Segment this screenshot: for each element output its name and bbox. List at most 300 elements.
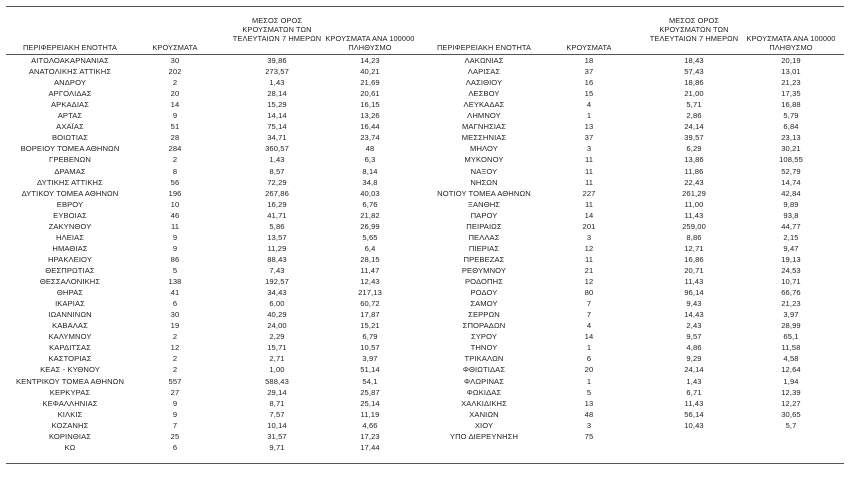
cell-cases-per-100k: 54,1 — [362, 376, 378, 386]
cell-seven-day-average: 261,29 — [682, 188, 706, 198]
cell-cases: 21 — [584, 266, 594, 275]
cell-region-name: ΘΕΣΠΡΩΤΙΑΣ — [45, 266, 95, 275]
table-row — [0, 177, 850, 188]
cell-cases: 14 — [170, 100, 180, 110]
cell-seven-day-average: 24,00 — [267, 321, 287, 331]
table-row — [0, 132, 850, 143]
cell-cases: 13 — [584, 398, 594, 408]
cell-cases: 30 — [170, 56, 180, 65]
cell-region-name: ΚΑΣΤΟΡΙΑΣ — [48, 354, 92, 364]
cell-cases: 3 — [586, 420, 592, 430]
cell-region-name: ΚΟΡΙΝΘΙΑΣ — [48, 431, 92, 441]
cell-cases: 201 — [582, 221, 596, 231]
cell-region-name: ΠΙΕΡΙΑΣ — [468, 243, 500, 253]
cell-seven-day-average: 8,86 — [686, 232, 702, 242]
cell-cases: 196 — [168, 188, 182, 198]
cell-cases: 557 — [168, 376, 182, 386]
cell-cases-per-100k: 44,77 — [781, 221, 801, 231]
cell-seven-day-average: 5,71 — [686, 100, 702, 110]
cell-cases-per-100k: 16,15 — [360, 100, 380, 110]
cell-cases: 11 — [584, 166, 594, 176]
cell-seven-day-average: 15,71 — [267, 343, 287, 353]
cell-cases: 9 — [172, 232, 178, 242]
cell-seven-day-average: 24,14 — [684, 365, 704, 375]
table-row — [0, 442, 850, 453]
cell-region-name: ΑΡΚΑΔΙΑΣ — [50, 100, 89, 110]
cell-seven-day-average: 14,43 — [684, 310, 704, 320]
table-row — [0, 420, 850, 431]
cell-cases-per-100k: 20,61 — [360, 89, 380, 99]
cell-cases: 46 — [170, 210, 180, 220]
cell-region-name: ΣΥΡΟΥ — [470, 332, 498, 342]
table-row — [0, 110, 850, 121]
cell-cases: 2 — [172, 365, 178, 375]
cell-region-name: ΚΕΡΚΥΡΑΣ — [49, 387, 91, 397]
table-row — [0, 398, 850, 409]
table-row — [0, 353, 850, 364]
cell-seven-day-average: 34,71 — [267, 133, 287, 143]
cell-cases-per-100k: 6,76 — [362, 199, 378, 209]
cell-seven-day-average: 1,00 — [269, 365, 285, 375]
table-row — [0, 99, 850, 110]
cell-cases: 48 — [584, 409, 594, 419]
cell-seven-day-average: 34,43 — [267, 288, 287, 298]
table-row — [0, 342, 850, 353]
cell-seven-day-average: 11,43 — [684, 210, 704, 220]
cell-cases-per-100k: 40,21 — [360, 67, 380, 76]
cell-seven-day-average: 75,14 — [267, 122, 287, 132]
cell-region-name: ΣΑΜΟΥ — [470, 299, 498, 309]
cell-cases: 7 — [172, 420, 178, 430]
cell-cases: 41 — [170, 288, 180, 298]
cell-seven-day-average: 4,86 — [686, 343, 702, 353]
cell-region-name: ΥΠΟ ΔΙΕΡΕΥΝΗΣΗ — [449, 431, 519, 441]
right-header-7day-average — [632, 16, 756, 43]
table-row — [0, 221, 850, 232]
cell-seven-day-average: 20,71 — [684, 266, 704, 275]
cell-seven-day-average: 56,14 — [684, 409, 704, 419]
cell-seven-day-average: 39,57 — [684, 133, 704, 143]
cell-region-name: ΑΧΑΪΑΣ — [56, 122, 84, 132]
cell-region-name: ΣΕΡΡΩΝ — [468, 310, 500, 320]
cell-cases-per-100k: 93,8 — [783, 210, 799, 220]
cell-region-name: ΔΡΑΜΑΣ — [54, 166, 86, 176]
cell-cases-per-100k: 14,23 — [360, 56, 380, 65]
left-header-avg-line2: ΚΡΟΥΣΜΑΤΩΝ ΤΩΝ — [242, 25, 312, 34]
cell-cases: 2 — [172, 155, 178, 165]
cell-cases-per-100k: 10,57 — [360, 343, 380, 353]
cell-cases: 1 — [586, 343, 592, 353]
cell-seven-day-average: 11,29 — [267, 243, 287, 253]
cell-cases: 37 — [584, 67, 594, 76]
cell-cases-per-100k: 66,76 — [781, 288, 801, 298]
cell-cases-per-100k: 26,99 — [360, 221, 380, 231]
cell-cases-per-100k: 12,39 — [781, 387, 801, 397]
cell-cases-per-100k: 48 — [365, 144, 375, 154]
cell-cases-per-100k: 28,99 — [781, 321, 801, 331]
cell-cases-per-100k: 12,27 — [781, 398, 801, 408]
cell-cases: 27 — [170, 387, 180, 397]
cell-cases-per-100k: 2,15 — [783, 232, 799, 242]
right-header-per100k-line2: ΠΛΗΘΥΣΜΟ — [769, 43, 813, 52]
cell-region-name: ΔΥΤΙΚΟΥ ΤΟΜΕΑ ΑΘΗΝΩΝ — [21, 188, 119, 198]
cell-cases-per-100k: 30,21 — [781, 144, 801, 154]
cell-cases-per-100k: 23,74 — [360, 133, 380, 143]
cell-cases: 20 — [170, 89, 180, 99]
cell-cases: 11 — [584, 177, 594, 187]
cell-seven-day-average: 29,14 — [267, 387, 287, 397]
cell-region-name: ΛΑΣΙΘΙΟΥ — [465, 78, 503, 88]
table-row — [0, 409, 850, 420]
cell-region-name: ΧΑΝΙΩΝ — [469, 409, 499, 419]
table-row — [0, 265, 850, 276]
cell-region-name: ΚΕΝΤΡΙΚΟΥ ΤΟΜΕΑ ΑΘΗΝΩΝ — [15, 376, 125, 386]
cell-region-name: ΝΗΣΩΝ — [470, 177, 498, 187]
cell-cases: 6 — [172, 299, 178, 309]
cell-cases: 2 — [172, 78, 178, 88]
cell-cases: 86 — [170, 254, 180, 264]
cell-seven-day-average: 8,71 — [269, 398, 285, 408]
cell-cases: 19 — [170, 321, 180, 331]
cell-cases-per-100k: 34,8 — [362, 177, 378, 187]
cell-region-name: ΗΜΑΘΙΑΣ — [52, 243, 88, 253]
cell-region-name: ΠΑΡΟΥ — [470, 210, 498, 220]
cell-seven-day-average: 22,43 — [684, 177, 704, 187]
cell-cases: 80 — [584, 288, 594, 298]
cell-cases: 12 — [584, 243, 594, 253]
cell-cases: 28 — [170, 133, 180, 143]
cell-region-name: ΔΥΤΙΚΗΣ ΑΤΤΙΚΗΣ — [37, 177, 103, 187]
cell-seven-day-average: 259,00 — [682, 221, 706, 231]
cell-seven-day-average: 7,43 — [269, 266, 285, 275]
table-row — [0, 199, 850, 210]
cell-seven-day-average: 21,00 — [684, 89, 704, 99]
cell-seven-day-average: 1,43 — [686, 376, 702, 386]
cell-seven-day-average: 8,57 — [269, 166, 285, 176]
cell-region-name: ΑΡΓΟΛΙΔΑΣ — [48, 89, 92, 99]
cell-seven-day-average: 11,00 — [684, 199, 704, 209]
table-row — [0, 387, 850, 398]
cell-region-name: ΒΟΡΕΙΟΥ ΤΟΜΕΑ ΑΘΗΝΩΝ — [20, 144, 120, 154]
cell-cases-per-100k: 21,23 — [781, 78, 801, 88]
cell-cases-per-100k: 60,72 — [360, 299, 380, 309]
cell-cases-per-100k: 217,13 — [358, 288, 382, 298]
cell-seven-day-average: 2,43 — [686, 321, 702, 331]
right-header-region: ΠΕΡΙΦΕΡΕΙΑΚΗ ΕΝΟΤΗΤΑ — [437, 43, 531, 52]
cell-cases: 13 — [584, 122, 594, 132]
cell-region-name: ΡΟΔΟΠΗΣ — [465, 277, 503, 286]
cell-cases-per-100k: 3,97 — [362, 354, 378, 364]
cell-seven-day-average: 11,43 — [684, 398, 704, 408]
cell-cases: 284 — [168, 144, 182, 154]
cell-cases: 37 — [584, 133, 594, 143]
cell-cases-per-100k: 51,14 — [360, 365, 380, 375]
cell-cases-per-100k: 4,58 — [783, 354, 799, 364]
cell-cases: 9 — [172, 111, 178, 121]
cell-cases-per-100k: 16,88 — [781, 100, 801, 110]
cell-seven-day-average: 96,14 — [684, 288, 704, 298]
cell-cases-per-100k: 17,23 — [360, 431, 380, 441]
cell-cases: 6 — [586, 354, 592, 364]
cell-region-name: ΑΡΤΑΣ — [57, 111, 83, 121]
cell-cases: 51 — [170, 122, 180, 132]
cell-region-name: ΛΗΜΝΟΥ — [467, 111, 501, 121]
cell-cases-per-100k: 15,21 — [360, 321, 380, 331]
cell-region-name: ΠΡΕΒΕΖΑΣ — [463, 254, 505, 264]
cell-cases: 6 — [172, 442, 178, 452]
cell-seven-day-average: 11,86 — [684, 166, 704, 176]
cell-seven-day-average: 273,57 — [265, 67, 289, 76]
table-row — [0, 154, 850, 165]
cell-region-name: ΘΗΡΑΣ — [56, 288, 84, 298]
cell-seven-day-average: 40,29 — [267, 310, 287, 320]
cell-region-name: ΝΑΞΟΥ — [470, 166, 498, 176]
cell-seven-day-average: 6,00 — [269, 299, 285, 309]
cell-region-name: ΕΥΒΟΙΑΣ — [53, 210, 87, 220]
cell-cases: 138 — [168, 277, 182, 286]
cell-cases: 1 — [586, 111, 592, 121]
cell-cases: 1 — [586, 376, 592, 386]
cell-seven-day-average: 7,57 — [269, 409, 285, 419]
cell-seven-day-average: 9,29 — [686, 354, 702, 364]
cell-seven-day-average: 588,43 — [265, 376, 289, 386]
cell-cases: 9 — [172, 398, 178, 408]
cell-region-name: ΜΥΚΟΝΟΥ — [464, 155, 504, 165]
cell-cases: 7 — [586, 310, 592, 320]
cell-cases: 3 — [586, 232, 592, 242]
cell-cases: 75 — [584, 431, 594, 441]
cell-region-name: ΧΙΟΥ — [474, 420, 494, 430]
cell-cases: 2 — [172, 332, 178, 342]
left-header-per100k-line2: ΠΛΗΘΥΣΜΟ — [348, 43, 392, 52]
cell-region-name: ΘΕΣΣΑΛΟΝΙΚΗΣ — [39, 277, 101, 286]
cell-seven-day-average: 12,71 — [684, 243, 704, 253]
cell-seven-day-average: 267,86 — [265, 188, 289, 198]
cell-region-name: ΛΑΚΩΝΙΑΣ — [464, 56, 504, 65]
cell-cases-per-100k: 13,26 — [360, 111, 380, 121]
cell-region-name: ΚΑΒΑΛΑΣ — [52, 321, 88, 331]
table-row — [0, 77, 850, 88]
cell-cases: 25 — [170, 431, 180, 441]
cell-cases-per-100k: 5,65 — [362, 232, 378, 242]
cell-cases: 227 — [582, 188, 596, 198]
cell-cases: 11 — [584, 254, 594, 264]
cell-cases-per-100k: 10,71 — [781, 277, 801, 286]
left-header-avg-line1: ΜΕΣΟΣ ΟΡΟΣ — [251, 16, 303, 25]
cell-cases: 18 — [584, 56, 594, 65]
cell-cases-per-100k: 108,55 — [779, 155, 803, 165]
cell-cases: 16 — [584, 78, 594, 88]
cell-region-name: ΚΟΖΑΝΗΣ — [51, 420, 89, 430]
cell-seven-day-average: 192,57 — [265, 277, 289, 286]
table-bottom-border — [6, 463, 844, 464]
cell-region-name: ΗΛΕΙΑΣ — [55, 232, 85, 242]
table-row — [0, 121, 850, 132]
table-row — [0, 166, 850, 177]
cell-region-name: ΚΑΛΥΜΝΟΥ — [48, 332, 92, 342]
cell-region-name: ΑΝΔΡΟΥ — [53, 78, 86, 88]
cell-seven-day-average: 14,14 — [267, 111, 287, 121]
cell-cases: 12 — [584, 277, 594, 286]
cell-cases: 11 — [170, 221, 180, 231]
cell-cases-per-100k: 11,58 — [781, 343, 801, 353]
cell-region-name: ΙΚΑΡΙΑΣ — [55, 299, 85, 309]
cell-region-name: ΦΩΚΙΔΑΣ — [466, 387, 502, 397]
cell-seven-day-average: 31,57 — [267, 431, 287, 441]
cell-cases: 11 — [584, 199, 594, 209]
table-row — [0, 188, 850, 199]
cell-cases-per-100k: 5,79 — [783, 111, 799, 121]
cell-region-name: ΚΙΛΚΙΣ — [57, 409, 83, 419]
cell-cases-per-100k: 42,84 — [781, 188, 801, 198]
cell-cases: 14 — [584, 210, 594, 220]
cell-region-name: ΡΕΘΥΜΝΟΥ — [461, 266, 507, 275]
cell-cases: 15 — [584, 89, 594, 99]
cell-cases: 3 — [586, 144, 592, 154]
cell-region-name: ΠΕΙΡΑΙΩΣ — [466, 221, 502, 231]
cell-seven-day-average: 13,57 — [267, 232, 287, 242]
cell-cases-per-100k: 65,1 — [783, 332, 799, 342]
cell-seven-day-average: 57,43 — [684, 67, 704, 76]
cell-seven-day-average: 10,43 — [684, 420, 704, 430]
cell-seven-day-average: 1,43 — [269, 155, 285, 165]
cell-cases-per-100k: 20,19 — [781, 56, 801, 65]
cell-seven-day-average: 13,86 — [684, 155, 704, 165]
cell-cases-per-100k: 23,13 — [781, 133, 801, 143]
cell-cases-per-100k: 6,79 — [362, 332, 378, 342]
cell-seven-day-average: 72,29 — [267, 177, 287, 187]
cell-seven-day-average: 16,29 — [267, 199, 287, 209]
cell-seven-day-average: 360,57 — [265, 144, 289, 154]
cell-seven-day-average: 9,71 — [269, 442, 285, 452]
cell-seven-day-average: 2,86 — [686, 111, 702, 121]
cell-region-name: ΕΒΡΟΥ — [56, 199, 84, 209]
cell-region-name: ΒΟΙΩΤΙΑΣ — [51, 133, 89, 143]
cell-cases-per-100k: 21,82 — [360, 210, 380, 220]
cell-cases-per-100k: 11,47 — [360, 266, 380, 275]
table-row — [0, 55, 850, 66]
cell-cases-per-100k: 28,15 — [360, 254, 380, 264]
cell-cases-per-100k: 13,01 — [781, 67, 801, 76]
table-row — [0, 364, 850, 375]
cell-cases: 7 — [586, 299, 592, 309]
table-row — [0, 232, 850, 243]
right-header-per-100k — [740, 34, 842, 52]
cell-region-name: ΝΟΤΙΟΥ ΤΟΜΕΑ ΑΘΗΝΩΝ — [437, 188, 531, 198]
cell-region-name: ΚΕΦΑΛΛΗΝΙΑΣ — [42, 398, 98, 408]
cell-cases: 30 — [170, 310, 180, 320]
left-header-per100k-line1: ΚΡΟΥΣΜΑΤΑ ΑΝΑ 100000 — [325, 34, 415, 43]
cell-region-name: ΠΕΛΛΑΣ — [468, 232, 500, 242]
cell-seven-day-average: 16,86 — [684, 254, 704, 264]
left-header-region: ΠΕΡΙΦΕΡΕΙΑΚΗ ΕΝΟΤΗΤΑ — [23, 43, 117, 52]
table-row — [0, 431, 850, 442]
cell-cases: 56 — [170, 177, 180, 187]
cell-seven-day-average: 18,86 — [684, 78, 704, 88]
cell-cases: 9 — [172, 409, 178, 419]
cell-cases: 10 — [170, 199, 180, 209]
cell-region-name: ΣΠΟΡΑΔΩΝ — [462, 321, 506, 331]
cell-region-name: ΜΕΣΣΗΝΙΑΣ — [461, 133, 507, 143]
cell-cases: 9 — [172, 243, 178, 253]
right-header-avg-line1: ΜΕΣΟΣ ΟΡΟΣ — [668, 16, 720, 25]
cell-cases-per-100k: 1,94 — [783, 376, 799, 386]
cell-cases: 4 — [586, 321, 592, 331]
cell-seven-day-average: 5,86 — [269, 221, 285, 231]
cell-region-name: ΖΑΚΥΝΘΟΥ — [48, 221, 92, 231]
cell-region-name: ΤΗΝΟΥ — [470, 343, 498, 353]
cell-seven-day-average: 24,14 — [684, 122, 704, 132]
table-row — [0, 66, 850, 77]
left-header-avg-line3: ΤΕΛΕΥΤΑΙΩΝ 7 ΗΜΕΡΩΝ — [232, 34, 322, 43]
cell-region-name: ΧΑΛΚΙΔΙΚΗΣ — [461, 398, 507, 408]
cell-cases-per-100k: 17,35 — [781, 89, 801, 99]
cell-seven-day-average: 41,71 — [267, 210, 287, 220]
cell-cases-per-100k: 3,97 — [783, 310, 799, 320]
cell-region-name: ΦΘΙΩΤΙΔΑΣ — [462, 365, 506, 375]
cell-seven-day-average: 88,43 — [267, 254, 287, 264]
table-top-border — [6, 6, 844, 7]
cell-cases-per-100k: 25,14 — [360, 398, 380, 408]
cell-region-name: ΡΟΔΟΥ — [470, 288, 498, 298]
cell-cases-per-100k: 52,79 — [781, 166, 801, 176]
cell-cases-per-100k: 17,87 — [360, 310, 380, 320]
table-row — [0, 298, 850, 309]
cell-region-name: ΗΡΑΚΛΕΙΟΥ — [48, 254, 92, 264]
cell-cases: 4 — [586, 100, 592, 110]
cell-seven-day-average: 39,86 — [267, 56, 287, 65]
cell-cases-per-100k: 25,87 — [360, 387, 380, 397]
cell-cases: 14 — [584, 332, 594, 342]
cell-region-name: ΙΩΑΝΝΙΝΩΝ — [48, 310, 92, 320]
cell-cases: 12 — [170, 343, 180, 353]
cell-cases-per-100k: 12,64 — [781, 365, 801, 375]
cell-cases-per-100k: 6,84 — [783, 122, 799, 132]
left-header-per-100k — [320, 34, 420, 52]
table-row — [0, 376, 850, 387]
table-row — [0, 320, 850, 331]
right-header-avg-line3: ΤΕΛΕΥΤΑΙΩΝ 7 ΗΜΕΡΩΝ — [649, 34, 739, 43]
right-header-avg-line2: ΚΡΟΥΣΜΑΤΩΝ ΤΩΝ — [659, 25, 729, 34]
cell-region-name: ΑΙΤΩΛΟΑΚΑΡΝΑΝΙΑΣ — [31, 56, 109, 65]
cell-cases: 202 — [168, 67, 182, 76]
cell-cases-per-100k: 9,89 — [783, 199, 799, 209]
cell-seven-day-average: 10,14 — [267, 420, 287, 430]
cell-seven-day-average: 2,71 — [269, 354, 285, 364]
cell-cases-per-100k: 11,19 — [360, 409, 380, 419]
cell-cases-per-100k: 6,3 — [364, 155, 376, 165]
cell-seven-day-average: 9,43 — [686, 299, 702, 309]
cell-cases-per-100k: 12,43 — [360, 277, 380, 286]
cell-cases: 5 — [172, 266, 178, 275]
right-header-cases: ΚΡΟΥΣΜΑΤΑ — [566, 43, 612, 52]
table-row — [0, 210, 850, 221]
table-row — [0, 254, 850, 265]
cell-cases-per-100k: 21,23 — [781, 299, 801, 309]
table-row — [0, 88, 850, 99]
cell-cases-per-100k: 9,47 — [783, 243, 799, 253]
cell-cases-per-100k: 19,13 — [781, 254, 801, 264]
cell-cases: 20 — [584, 365, 594, 375]
cell-cases-per-100k: 24,53 — [781, 266, 801, 275]
cell-cases-per-100k: 21,69 — [360, 78, 380, 88]
cell-region-name: ΤΡΙΚΑΛΩΝ — [464, 354, 504, 364]
cell-seven-day-average: 11,43 — [684, 277, 704, 286]
cell-cases-per-100k: 40,03 — [360, 188, 380, 198]
table-row — [0, 331, 850, 342]
cell-seven-day-average: 6,29 — [686, 144, 702, 154]
cell-region-name: ΜΑΓΝΗΣΙΑΣ — [461, 122, 506, 132]
